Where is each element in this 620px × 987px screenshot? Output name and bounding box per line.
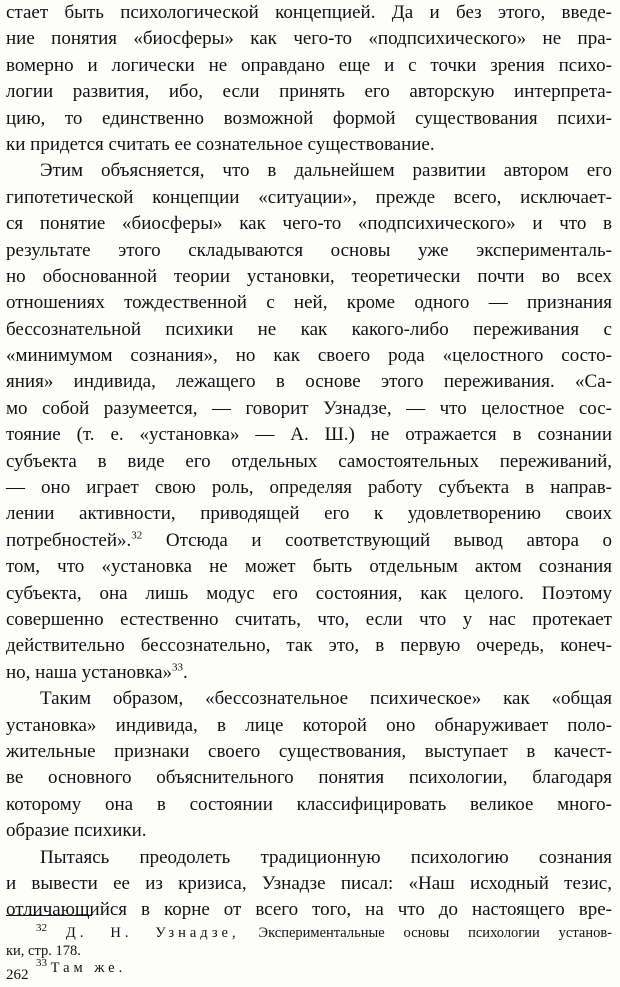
footnote-ref-32: 32 [131, 529, 143, 542]
text-line: стает быть психологической концепцией. Да и без этого, введе- [6, 2, 612, 23]
text-line: совершенно естественно считать, что, если что у нас протекает [6, 608, 612, 630]
paragraph-3 [6, 686, 612, 844]
text-segment: Отсюда и соответствующий вывод автора о [142, 529, 612, 551]
text-line: вомерно и логически не оправдано еще и с точки зрения психо- [6, 54, 612, 76]
footnote-32-continuation: ки, стр. 178. [6, 942, 81, 959]
footnote-text: Экспериментальные основы психологии установ- [239, 925, 613, 941]
footnote-number: 32 [36, 922, 47, 935]
text-line: Этим объясняется, что в дальнейшем развитии автором его [40, 160, 612, 182]
text-line: Таким образом, «бессознательное психическое» как «общая [40, 688, 612, 710]
footnote-divider [6, 915, 92, 916]
text-line-with-footnote-ref [6, 528, 612, 554]
text-line: бессознательной психики не как какого-либо переживания с [6, 318, 612, 340]
text-line: отличающийся в корне от всего того, на что до настоящего вре- [6, 899, 612, 921]
text-line: и вывести ее из кризиса, Узнадзе писал: «Наш исходный тезис, [6, 872, 612, 894]
text-segment: но, наша установка» [6, 661, 172, 683]
text-line: «минимумом сознания», но как своего рода «целостного состо- [6, 345, 612, 367]
text-line: тояние (т. е. «установка» — А. Ш.) не отражается в сознании [6, 424, 612, 446]
text-line: но обоснованной теории установки, теоретически почти во всех [6, 265, 612, 287]
text-line: Пытаясь преодолеть традиционную психологию сознания [40, 846, 612, 868]
text-line: ки придется считать ее сознательное существование. [6, 133, 435, 155]
text-line: ве основного объяснительного понятия психологии, благодаря [6, 767, 612, 789]
paragraph-4 [6, 845, 612, 924]
text-line: — оно играет свою роль, определяя работу субъекта в направ- [6, 477, 612, 499]
text-line: установка» индивида, в лице которой оно обнаруживает поло- [6, 714, 612, 736]
paragraph-2 [6, 158, 612, 686]
text-line: мо собой разумеется, — говорит Узнадзе, — что целостное сос- [6, 397, 612, 419]
footnote-author: Д. Н. Узнадзе, [65, 925, 240, 941]
text-line: субъекта, она лишь модус его состояния, как целого. Поэтому [6, 582, 612, 604]
text-line: том, что «установка не может быть отдельным актом сознания [6, 556, 612, 578]
text-line: цию, то единственно возможной формой существования психи- [6, 107, 612, 129]
text-line: логии развития, ибо, если принять его авторскую интерпрета- [6, 81, 612, 103]
footnote-text: Там же. [50, 960, 127, 976]
text-line: ние понятия «биосферы» как чего-то «подпсихического» не пра- [6, 28, 612, 50]
text-line: лении активности, приводящей его к удовлетворению своих [6, 503, 612, 525]
text-line-with-footnote-ref [6, 660, 612, 686]
text-line: гипотетической концепции «ситуации», прежде всего, исключает- [6, 186, 612, 208]
paragraph-1 [6, 0, 612, 158]
text-line: образие психики. [6, 820, 147, 842]
text-line: ся понятие «биосферы» как чего-то «подпсихического» и что в [6, 213, 612, 235]
footnote-ref-33: 33 [172, 661, 183, 674]
text-segment: потребностей». [6, 529, 132, 551]
body-text [6, 0, 612, 924]
page-number: 262 [6, 967, 29, 983]
footnote-number: 33 [36, 957, 47, 970]
text-line: результате этого складываются основы уже эксперименталь- [6, 239, 612, 261]
text-line: действительно бессознательно, так это, в первую очередь, конеч- [6, 635, 612, 657]
footnote-33 [6, 957, 612, 978]
text-line: отношениях тождественной с ней, кроме одного — признания [6, 292, 612, 314]
footnotes [6, 922, 613, 978]
text-line: субъекта в виде его отдельных самостоятельных переживаний, [6, 450, 612, 472]
text-segment: . [183, 661, 188, 683]
text-line: жительные признаки своего существования, выступает в качест- [6, 740, 612, 762]
text-line: яния» индивида, лежащего в основе этого переживания. «Са- [6, 371, 612, 393]
text-line: которому она в состоянии классифицировать великое много- [6, 793, 612, 815]
footnote-32 [6, 922, 613, 943]
